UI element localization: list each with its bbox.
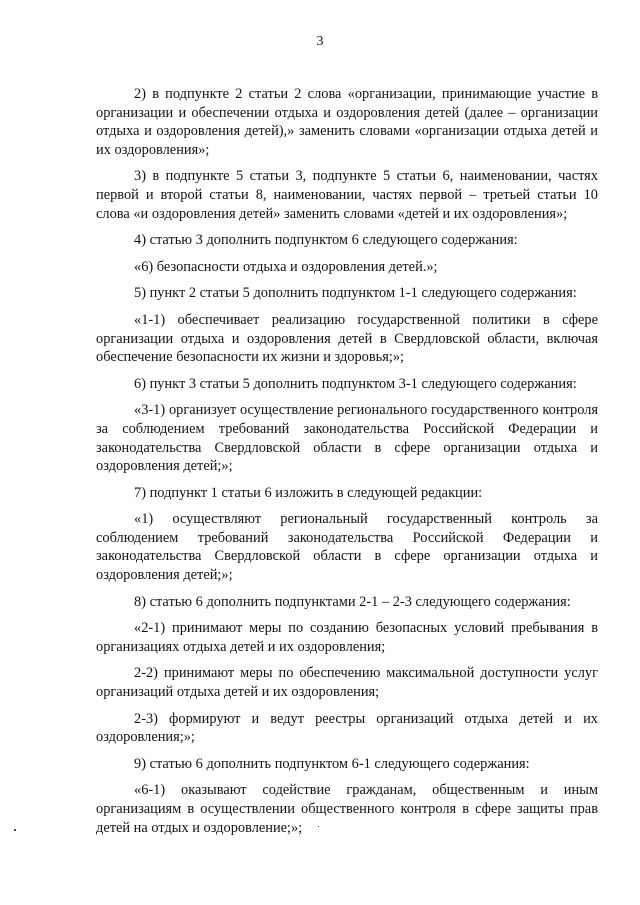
scan-speck — [318, 826, 319, 827]
paragraph-item-6: 6) пункт 3 статьи 5 дополнить подпунктом 3-1 следующего содержания: — [134, 375, 577, 392]
paragraph-quote-3-1: «3-1) организует осуществление регионального государственного контроля за соблюдением требований законодательства Российской Федерации и законодательства Свердловской области в сфере организации отдыха и оздоровления детей;»; — [96, 402, 598, 475]
paragraph-quote-1: «1) осуществляют региональный государственный контроль за соблюдением требований законодательства Российской Федерации и законодательства Свердловской области в сфере организации отдыха и оздоровления детей;»; — [96, 511, 598, 584]
paragraph-quote-2-3: 2-3) формируют и ведут реестры организаций отдыха детей и их оздоровления;»; — [96, 710, 598, 746]
paragraph-item-3: 3) в подпункте 5 статьи 3, подпункте 5 статьи 6, наименовании, частях первой и второй статьи 8, наименовании, частях первой – третьей статьи 10 слова «и оздоровления детей» заменить словами «детей и их оздоровления»; — [96, 168, 598, 222]
paragraph-quote-1-1: «1-1) обеспечивает реализацию государственной политики в сфере организации отдыха и оздоровления детей в Свердловской области, включая обеспечение безопасности их жизни и здоровья;»; — [96, 311, 598, 366]
paragraph-item-7: 7) подпункт 1 статьи 6 изложить в следующей редакции: — [134, 484, 483, 501]
document-body — [96, 85, 598, 837]
page-number: 3 — [316, 34, 324, 49]
scan-speck — [14, 829, 16, 831]
paragraph-quote-2-1: «2-1) принимают меры по созданию безопасных условий пребывания в организациях отдыха детей и их оздоровления; — [96, 620, 598, 655]
paragraph-quote-2-2: 2-2) принимают меры по обеспечению максимальной доступности услуг организаций отдыха детей и их оздоровления; — [96, 665, 598, 701]
paragraph-item-8: 8) статью 6 дополнить подпунктами 2-1 – 2-3 следующего содержания: — [134, 593, 571, 610]
paragraph-item-4: 4) статью 3 дополнить подпунктом 6 следующего содержания: — [134, 232, 518, 249]
paragraph-item-5: 5) пункт 2 статьи 5 дополнить подпунктом 1-1 следующего содержания: — [134, 285, 577, 302]
paragraph-item-9: 9) статью 6 дополнить подпунктом 6-1 следующего содержания: — [134, 755, 530, 772]
paragraph-quote-6-1: «6-1) оказывают содействие гражданам, общественным и иным организациям в осуществлении общественного контроля в сфере защиты прав детей на отдых и оздоровление;»; — [96, 782, 598, 836]
paragraph-item-2: 2) в подпункте 2 статьи 2 слова «организации, принимающие участие в организации и обеспечении отдыха и оздоровления детей (далее – организации отдыха и оздоровления детей),» заменить словами «организации отдыха детей и их оздоровления»; — [96, 86, 598, 158]
paragraph-quote-6: «6) безопасности отдыха и оздоровления детей.»; — [134, 258, 438, 275]
